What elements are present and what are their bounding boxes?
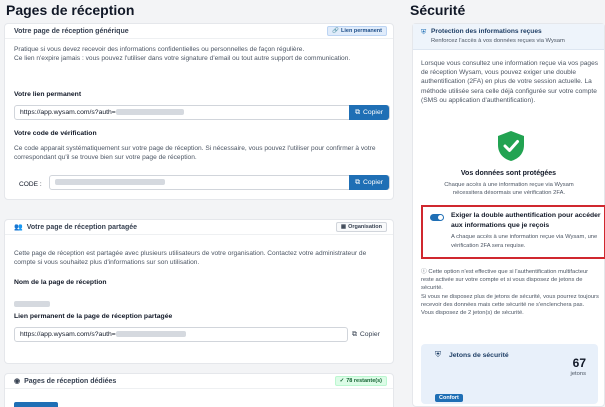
shield-token-icon: ⛨ bbox=[435, 350, 441, 359]
shield-small-icon: ⛨ bbox=[421, 29, 427, 36]
shared-link-value: https://app.wysam.com/s?auth= bbox=[15, 331, 186, 338]
copy-code-button[interactable]: ⧉ Copier bbox=[349, 175, 389, 190]
shield-check-icon bbox=[497, 130, 525, 162]
users-icon: 👥 bbox=[14, 224, 23, 231]
security-card bbox=[412, 23, 605, 407]
require-2fa-label: Exiger la double authentification pour accéder aux informations que je reçois bbox=[451, 212, 601, 229]
require-2fa-option bbox=[421, 205, 605, 259]
security-tokens-card bbox=[421, 344, 598, 404]
security-title: Sécurité bbox=[410, 2, 466, 18]
permanent-link-field[interactable] bbox=[14, 105, 390, 120]
remaining-badge: ✓ 78 restante(s) bbox=[335, 376, 387, 386]
dedicated-pages-card bbox=[4, 373, 394, 407]
tokens-count: 67 bbox=[572, 356, 586, 370]
permanent-link-value: https://app.wysam.com/s?auth= bbox=[15, 109, 184, 116]
permanent-link-label: Votre lien permanent bbox=[14, 91, 82, 98]
copy-icon: ⧉ bbox=[355, 178, 360, 186]
shared-description: Cette page de réception est partagée avec plusieurs utilisateurs de votre organisation. Contactez votre administrateur de compte si vous souhaitez plus d'informations sur son utilisation. bbox=[14, 250, 367, 266]
copy-permanent-link-button[interactable]: ⧉ Copier bbox=[349, 105, 389, 120]
dedicated-card-title: ◉ Pages de réception dédiées bbox=[14, 377, 117, 385]
protected-description: Chaque accès à une information reçue via Wysam nécessitera désormais une vérification 2FA. bbox=[444, 182, 574, 196]
copy-shared-link-button[interactable]: ⧉ Copier bbox=[352, 331, 380, 338]
require-2fa-description: A chaque accès à une information reçue via Wysam, une vérification 2FA sera requise. bbox=[451, 234, 598, 249]
verification-code-field[interactable] bbox=[49, 175, 390, 190]
code-prefix: CODE : bbox=[19, 181, 42, 188]
shared-card-title: 👥 Votre page de réception partagée bbox=[14, 223, 138, 231]
info-icon: ⓘ bbox=[421, 269, 429, 275]
protection-title: Protection des informations reçues bbox=[431, 28, 542, 35]
protection-header bbox=[413, 24, 604, 50]
shared-link-field[interactable] bbox=[14, 327, 348, 342]
protected-title: Vos données sont protégées bbox=[460, 170, 557, 177]
generic-page-card bbox=[4, 23, 394, 200]
organisation-badge: ▦ Organisation bbox=[336, 222, 387, 232]
shared-link-label: Lien permanent de la page de réception partagée bbox=[14, 313, 173, 320]
verification-code-label: Votre code de vérification bbox=[14, 130, 97, 137]
verification-code-description: Ce code apparait systématiquement sur votre page de réception. Si nécessaire, vous pouvez l'utiliser pour confirmer à votre correspondant qu'il se trouve bien sur votre page de réception. bbox=[14, 145, 376, 161]
security-column bbox=[406, 0, 605, 407]
generic-description: Pratique si vous devez recevoir des informations confidentielles ou personnelles de façon régulière. Ce lien n'expire jamais : vous pouvez l'utiliser dans votre signature d'email ou tout autre support de communication. bbox=[14, 46, 351, 62]
protection-subtitle: Renforcez l'accès à vos données reçues via Wysam bbox=[431, 38, 565, 44]
shared-page-card bbox=[4, 219, 394, 364]
building-icon: ▦ bbox=[340, 224, 347, 230]
tokens-unit: jetons bbox=[570, 371, 586, 377]
permanent-link-badge: 🔗 Lien permanent bbox=[327, 26, 387, 36]
tokens-title: Jetons de sécurité bbox=[449, 352, 509, 359]
generic-card-title: Votre page de réception générique bbox=[14, 27, 129, 35]
shared-page-name-label: Nom de la page de réception bbox=[14, 279, 107, 286]
confort-badge: Confort bbox=[435, 394, 463, 402]
check-icon: ✓ bbox=[339, 378, 345, 384]
copy-icon: ⧉ bbox=[352, 331, 357, 338]
protection-intro: Lorsque vous consultez une information reçue via vos pages de réception Wysam, vous pouvez exiger une double authentification (2FA) en plus de votre session actuelle. La méthode utilisée sera celle déjà configurée sur votre compte (SMS ou application d'authentification). bbox=[421, 60, 599, 104]
page-title: Pages de réception bbox=[6, 2, 135, 18]
security-notes: ⓘ Cette option n'est effective que si l'authentification multifacteur reste activée sur votre compte et si vous disposez de jetons de sécurité. Si vous ne disposez plus de jetons de sécurité, vous pourrez toujours recevoir des données mais cette sécurité ne s'enclenchera pas. Vous disposez de 2 jeton(s) de sécurité. bbox=[421, 269, 599, 317]
location-icon: ◉ bbox=[14, 378, 21, 385]
shared-page-name-value bbox=[14, 295, 50, 313]
copy-icon: ⧉ bbox=[355, 108, 360, 116]
create-dedicated-button[interactable] bbox=[14, 402, 58, 407]
link-icon: 🔗 bbox=[332, 28, 340, 34]
require-2fa-toggle[interactable] bbox=[430, 214, 444, 221]
